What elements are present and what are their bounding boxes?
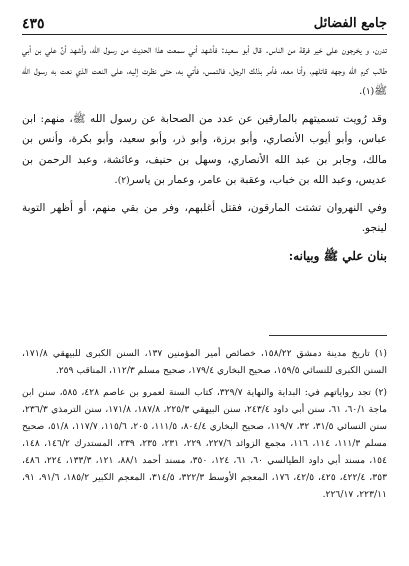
paragraph-text: تدرن، و يخرجون على خير فرقة من الناس. قال أبو سعيد: فأشهد أني سمعت هذا الحديث من رسول الله، وأشهد أنَّ علي بن أبي طالب كرم الله وجهه قاتلهم، وأنا معه، فأمر بذلك الرجل، فالتمس، فأتي به، حتى نظرت إليه، على النعت الذي نعت به رسول الله ﷺ <box>22 44 387 97</box>
footnote-ref: (١) <box>362 87 375 97</box>
footnotes <box>22 345 387 508</box>
footnote: (١) تاريخ مدينة دمشق ١٥٨/٢٢، خصائص أمير المؤمنين ١٣٧، السنن الكبرى للبيهقي ١٧١/٨، السنن الكبرى للنسائي ١٥٩/٥، صحيح البخاري ١٧٩/٤، صحيح مسلم ١١٢/٣، المناقب ٢٥٩. <box>22 348 388 376</box>
running-title: جامع الفضائل <box>313 16 387 31</box>
paragraph: وقد رُويت تسميتهم بالمارقين عن عدد من الصحابة عن رسول الله ﷺ، منهم: ابن عباس، وأبو أيوب الأنصاري، وأبو برزة، وأبو ذر، وأبو سعيد، وأبو بكرة، وأنس بن مالك، وجابر بن عبد الله الأنصاري، وسهل بن حنيف، وعائشة، وعبد الرحمن بن عديس، وعبد الله بن خباب، وعقبة بن عامر، وعمار بن ياسر(٢). <box>22 112 387 186</box>
page-number: ٤٣٥ <box>22 16 45 32</box>
paragraph-text: وقد رُويت تسميتهم بالمارقين عن عدد من الصحابة عن رسول الله ﷺ، منهم: ابن عباس، وأبو أيوب الأنصاري، وأبو برزة، وأبو ذر، وأبو سعيد، وأبو بكرة، وأنس بن مالك، وجابر بن عبد الله الأنصاري، وسهل بن حنيف، وعائشة، وعبد الرحمن بن عديس، وعبد الله بن خباب، وعقبة بن عامر، وعمار بن ياسر <box>22 112 387 186</box>
paragraph-text: وفي النهروان تشتت المارقون، فقتل أغلبهم، وفر من بقي منهم، أو أظهر التوبة لينجو. <box>22 201 387 234</box>
paragraph <box>22 198 387 239</box>
main-text <box>22 40 387 267</box>
paragraph: تدرن، و يخرجون على خير فرقة من الناس. قال أبو سعيد: فأشهد أني سمعت هذا الحديث من رسول الله، وأشهد أنَّ علي بن أبي طالب كرم الله وجهه قاتلهم، وأنا معه، فأمر بذلك الرجل، فالتمس، فأتي به، حتى نظرت إليه، على النعت الذي نعت به رسول الله ﷺ(١). <box>22 44 387 97</box>
footnote: (٢) تجد رواياتهم في: البداية والنهاية ٣٢٩/٧، كتاب السنة لعمرو بن عاصم ٤٢٨، ٥٨٥، سنن ابن ماجة ٦٠/١، ٦١، سنن أبي داود ٢٤٣/٤، سنن البيهقي ٢٢٥/٣، ١٨٧/٨، ١٧١/٨، سنن الترمذي ٢٣٦/٣، سنن النسائي ٣١/٥، ٣٢، ١١٩/٧، صحيح البخاري ٨٠٤/٤، ١١١/٥، ٢٠٥، ١١٥/٦، ١١٧/٧، ٥١/٨، صحيح مسلم ١١١/٣، ١١٤، ١١٦، مجمع الزوائد ٢٢٧/٦، ٢٢٩، ٢٣١، ٢٣٥، ٢٣٩، المستدرك ١٤٦/٢، ١٤٨، ١٥٤، مسند أبي داود الطيالسي ٦٠، ٦١، ١٢٤، ٣٥٠، مسند أحمد ٨٨/١، ١٢١، ١٣٣/٣، ٢٢٤، ٤٨٦، ٣٥٣، ٤٢٢/٤، ٤٢٥، ٤٢/٥، ١٧٦، المعجم الأوسط ٣٢٢/٣، ٣١٤/٥، المعجم الكبير ١٨٥/٢، ٩١/٦، ٩١، ٢٢٣/١١، ٢٢٦/١٧. <box>22 387 388 500</box>
section-heading: بنان علي ﷺ وبيانه: <box>288 248 387 263</box>
page-header <box>22 8 387 35</box>
footnote-separator <box>269 335 387 336</box>
footnote-ref: (٢) <box>117 176 130 186</box>
